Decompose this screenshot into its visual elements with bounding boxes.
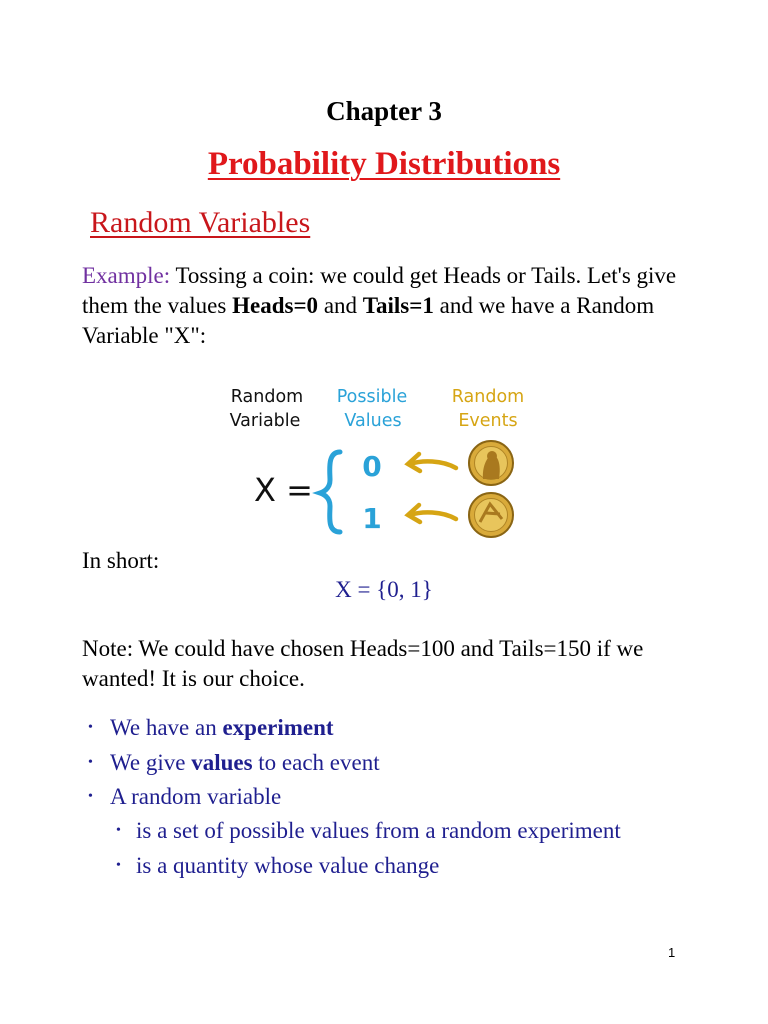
value-zero: 0 bbox=[362, 450, 382, 483]
col1-line1: Random bbox=[230, 387, 304, 407]
list-item bbox=[88, 711, 380, 746]
bullet-text: We have an bbox=[110, 715, 223, 740]
bullet-text-tail: to each event bbox=[252, 749, 380, 775]
section-heading: Random Variables bbox=[90, 206, 311, 239]
bullet-icon: • bbox=[116, 823, 121, 838]
bullet-text: We give bbox=[110, 749, 192, 775]
brace-icon bbox=[320, 452, 340, 532]
example-paragraph bbox=[82, 261, 702, 351]
sub-bullet-text: is a set of possible values from a random experiment bbox=[136, 818, 621, 843]
coin-heads-icon bbox=[469, 441, 513, 485]
example-text-1: Tossing a coin: we could get Heads or Tails. Let's give them the values bbox=[82, 263, 677, 318]
example-and: and bbox=[318, 293, 363, 318]
tails-value: Tails=1 bbox=[362, 293, 434, 318]
bullet-icon: • bbox=[116, 857, 121, 873]
col2-line1: Possible bbox=[336, 387, 408, 407]
variable-label: X = bbox=[254, 471, 313, 509]
main-bullet-list bbox=[88, 711, 380, 815]
col1-line2: Variable bbox=[229, 411, 301, 431]
list-item bbox=[88, 780, 380, 815]
bullet-text: A random variable bbox=[110, 784, 282, 809]
sub-bullet-text: is a quantity whose value change bbox=[136, 852, 440, 878]
col2-line2: Values bbox=[344, 411, 402, 431]
list-item bbox=[88, 746, 380, 781]
note-paragraph: Note: We could have chosen Heads=100 and Tails=150 if we wanted! It is our choice. bbox=[82, 636, 644, 691]
list-item bbox=[116, 849, 621, 884]
list-item bbox=[116, 814, 621, 849]
sub-bullet-list bbox=[116, 814, 621, 883]
set-notation: X = {0, 1} bbox=[335, 577, 433, 602]
col3-line1: Random bbox=[451, 387, 525, 407]
bullet-icon: • bbox=[88, 720, 93, 735]
arrow-left-icon bbox=[408, 505, 456, 522]
arrow-left-icon bbox=[408, 454, 456, 471]
in-short-label: In short: bbox=[82, 548, 160, 573]
chapter-heading: Chapter 3 bbox=[326, 96, 442, 126]
random-variable-diagram bbox=[210, 376, 540, 542]
value-one: 1 bbox=[362, 502, 382, 535]
bullet-icon: • bbox=[88, 789, 93, 804]
bullet-icon: • bbox=[88, 754, 93, 770]
example-text-2: and we have a Random Variable "X": bbox=[82, 293, 655, 348]
col3-line2: Events bbox=[458, 411, 518, 431]
coin-tails-icon bbox=[469, 493, 513, 537]
page-number: 1 bbox=[668, 945, 676, 960]
page-title: Probability Distributions bbox=[207, 146, 561, 182]
heads-value: Heads=0 bbox=[232, 293, 319, 318]
bullet-bold-text: values bbox=[191, 749, 253, 775]
bullet-bold-text: experiment bbox=[222, 715, 334, 740]
example-label: Example: bbox=[82, 263, 171, 288]
